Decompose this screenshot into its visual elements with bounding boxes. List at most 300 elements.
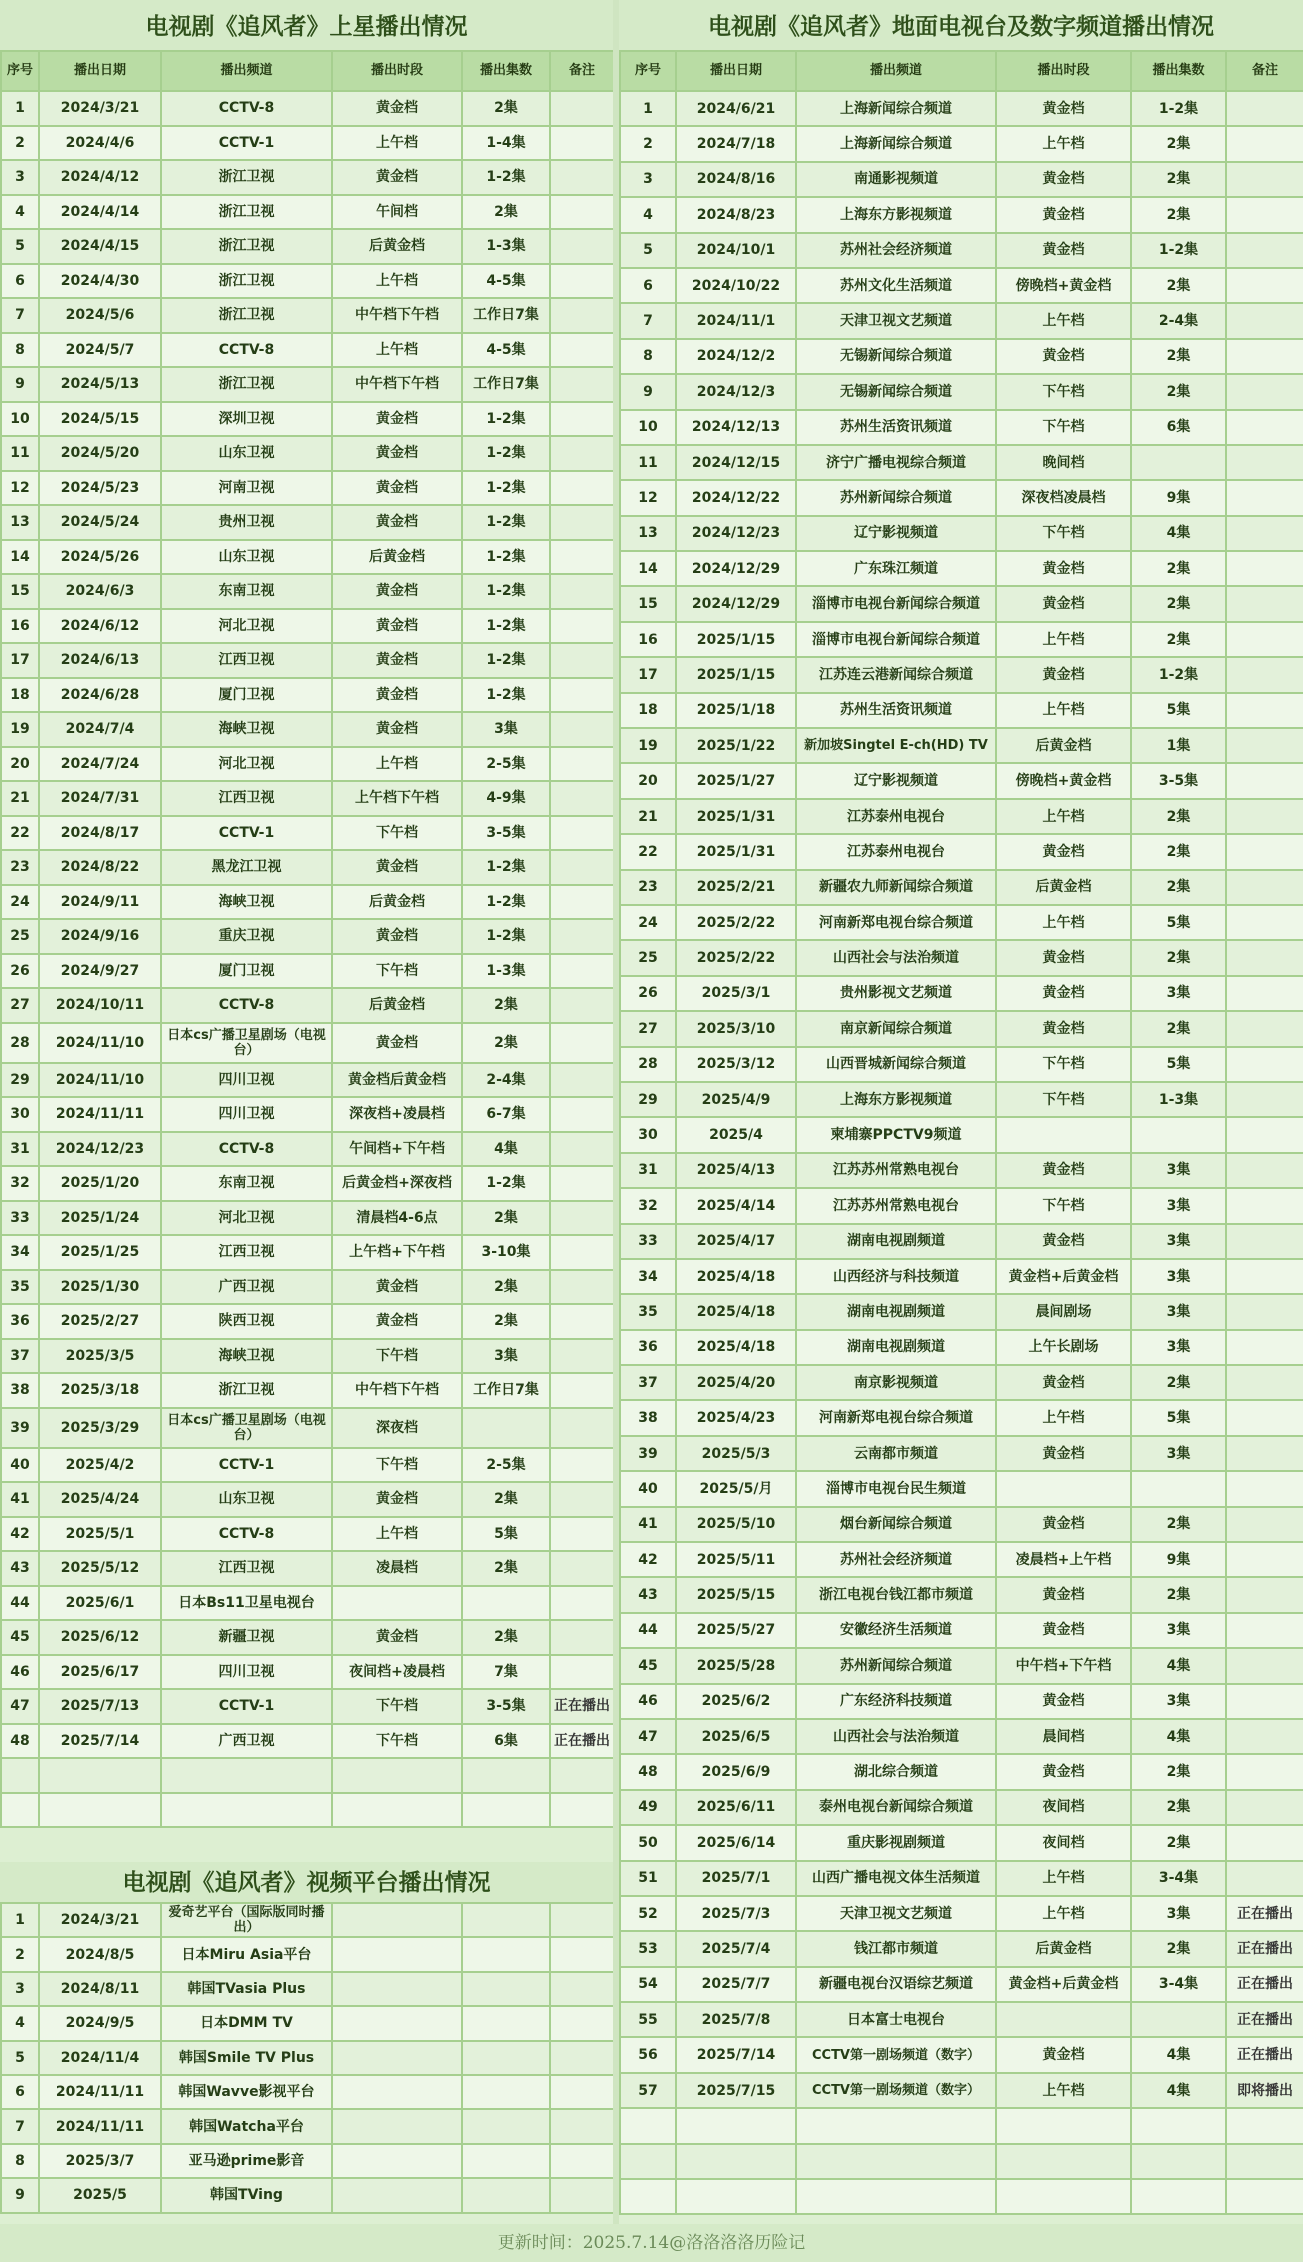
cell-slot <box>332 1903 462 1937</box>
cell-slot: 夜间档+凌晨档 <box>332 1655 462 1690</box>
cell-date: 2024/12/23 <box>676 516 796 551</box>
header-eps: 播出集数 <box>462 51 550 91</box>
cell-no: 19 <box>1 712 39 747</box>
cell-channel: 新疆卫视 <box>161 1620 332 1655</box>
cell-channel: 山东卫视 <box>161 436 332 471</box>
cell-slot: 黄金档 <box>996 1507 1131 1542</box>
cell-eps: 2集 <box>462 988 550 1023</box>
cell-no: 35 <box>620 1294 676 1329</box>
table-row <box>620 834 1303 869</box>
cell-channel: 山西经济与科技频道 <box>796 1259 996 1294</box>
cell-slot <box>332 1586 462 1621</box>
cell-channel: 广东经济科技频道 <box>796 1684 996 1719</box>
cell-slot: 下午档 <box>332 954 462 989</box>
cell-note <box>550 1166 614 1201</box>
cell-channel: CCTV-8 <box>161 1517 332 1552</box>
cell-eps: 4-5集 <box>462 333 550 368</box>
cell-no: 55 <box>620 2002 676 2037</box>
cell-slot: 黄金档 <box>332 678 462 713</box>
cell-channel: 广西卫视 <box>161 1270 332 1305</box>
cell-note <box>1226 1082 1303 1117</box>
cell-slot <box>332 2041 462 2075</box>
cell-date: 2025/5/10 <box>676 1507 796 1542</box>
cell-eps: 3集 <box>462 712 550 747</box>
cell-slot <box>332 2075 462 2109</box>
cell-no: 20 <box>620 763 676 798</box>
cell-slot: 下午档 <box>332 1689 462 1724</box>
cell-slot: 深夜档+凌晨档 <box>332 1097 462 1132</box>
cell-eps: 2集 <box>1131 197 1226 232</box>
cell-note <box>550 1620 614 1655</box>
cell-slot: 上午档 <box>996 693 1131 728</box>
cell-slot: 午间档 <box>332 195 462 230</box>
cell-no: 26 <box>620 976 676 1011</box>
cell-note <box>1226 976 1303 1011</box>
cell-no: 28 <box>1 1023 39 1063</box>
cell-channel <box>796 2179 996 2214</box>
cell-note <box>550 1972 614 2006</box>
table-row <box>620 1613 1303 1648</box>
cell-no: 13 <box>620 516 676 551</box>
cell-slot: 晨间剧场 <box>996 1294 1131 1329</box>
table-row <box>620 1471 1303 1506</box>
cell-date: 2024/6/28 <box>39 678 161 713</box>
cell-eps: 3集 <box>1131 1224 1226 1259</box>
table-row <box>1 643 614 678</box>
cell-channel: 湖南电视剧频道 <box>796 1294 996 1329</box>
cell-channel: 淄博市电视台新闻综合频道 <box>796 622 996 657</box>
cell-eps: 2集 <box>1131 1754 1226 1789</box>
cell-note <box>1226 799 1303 834</box>
cell-note <box>1226 586 1303 621</box>
cell-date: 2024/12/23 <box>39 1132 161 1167</box>
cell-note <box>1226 233 1303 268</box>
cell-channel: 淄博市电视台新闻综合频道 <box>796 586 996 621</box>
cell-no: 38 <box>1 1373 39 1408</box>
cell-channel: 新疆农九师新闻综合频道 <box>796 870 996 905</box>
table-row <box>1 195 614 230</box>
header-note: 备注 <box>550 51 614 91</box>
cell-no: 29 <box>620 1082 676 1117</box>
cell-slot: 上午档+下午档 <box>332 1235 462 1270</box>
cell-no: 7 <box>1 298 39 333</box>
cell-channel: 四川卫视 <box>161 1655 332 1690</box>
cell-note <box>550 1408 614 1448</box>
cell-no: 29 <box>1 1063 39 1098</box>
table-row <box>1 2075 614 2109</box>
cell-eps: 4-9集 <box>462 781 550 816</box>
cell-eps <box>462 1408 550 1448</box>
cell-channel: 江苏连云港新闻综合频道 <box>796 657 996 692</box>
cell-eps: 1-4集 <box>462 126 550 161</box>
cell-eps: 2-5集 <box>462 1448 550 1483</box>
cell-note <box>550 1937 614 1971</box>
right-sheet <box>619 0 1303 2224</box>
table-row <box>1 333 614 368</box>
cell-date <box>676 2179 796 2214</box>
cell-note <box>1226 834 1303 869</box>
cell-slot: 黄金档 <box>332 712 462 747</box>
cell-no: 4 <box>1 195 39 230</box>
cell-note <box>1226 1471 1303 1506</box>
cell-no: 2 <box>1 1937 39 1971</box>
cell-date: 2024/12/13 <box>676 410 796 445</box>
cell-note <box>1226 1365 1303 1400</box>
cell-date: 2025/4/18 <box>676 1259 796 1294</box>
table-row <box>620 940 1303 975</box>
cell-no: 46 <box>1 1655 39 1690</box>
table-row <box>620 870 1303 905</box>
cell-no: 23 <box>1 850 39 885</box>
table-row <box>1 505 614 540</box>
cell-no: 9 <box>1 367 39 402</box>
cell-slot: 黄金档 <box>996 976 1131 1011</box>
cell-slot: 黄金档 <box>332 850 462 885</box>
cell-date: 2025/1/15 <box>676 657 796 692</box>
table-row <box>1 574 614 609</box>
table-row <box>620 233 1303 268</box>
cell-eps: 2集 <box>1131 1931 1226 1966</box>
cell-no: 15 <box>620 586 676 621</box>
table-row <box>620 2037 1303 2072</box>
cell-date: 2024/9/5 <box>39 2006 161 2040</box>
table-row <box>1 436 614 471</box>
cell-slot: 黄金档 <box>996 339 1131 374</box>
cell-no: 24 <box>620 905 676 940</box>
cell-slot <box>996 2179 1131 2214</box>
cell-channel: 浙江卫视 <box>161 1373 332 1408</box>
table-row <box>1 402 614 437</box>
satellite-table <box>0 50 615 1828</box>
cell-no: 28 <box>620 1047 676 1082</box>
cell-slot: 清晨档4-6点 <box>332 1201 462 1236</box>
cell-date: 2024/6/13 <box>39 643 161 678</box>
cell-slot: 黄金档 <box>996 162 1131 197</box>
cell-slot: 黄金档 <box>332 91 462 126</box>
cell-slot: 上午档 <box>996 799 1131 834</box>
cell-channel: 苏州生活资讯频道 <box>796 410 996 445</box>
table-row <box>620 1542 1303 1577</box>
cell-date: 2025/7/3 <box>676 1896 796 1931</box>
cell-channel: 新加坡Singtel E-ch(HD) TV <box>796 728 996 763</box>
table-row <box>620 197 1303 232</box>
cell-note <box>1226 1153 1303 1188</box>
cell-no: 32 <box>1 1166 39 1201</box>
cell-eps: 2集 <box>1131 268 1226 303</box>
table-row <box>1 850 614 885</box>
cell-date: 2025/1/15 <box>676 622 796 657</box>
cell-eps: 1-3集 <box>462 229 550 264</box>
cell-no: 12 <box>1 471 39 506</box>
cell-note <box>550 850 614 885</box>
table-row <box>1 264 614 299</box>
cell-slot: 午间档+下午档 <box>332 1132 462 1167</box>
cell-channel: 苏州文化生活频道 <box>796 268 996 303</box>
cell-eps <box>462 2075 550 2109</box>
cell-date: 2025/4/24 <box>39 1482 161 1517</box>
cell-channel: CCTV第一剧场频道（数字） <box>796 2073 996 2108</box>
cell-eps: 2集 <box>462 1270 550 1305</box>
cell-channel: CCTV-1 <box>161 1689 332 1724</box>
cell-slot: 上午档 <box>332 126 462 161</box>
cell-slot: 上午档下午档 <box>332 781 462 816</box>
cell-no: 41 <box>620 1507 676 1542</box>
table-row <box>1 540 614 575</box>
cell-date: 2025/4/20 <box>676 1365 796 1400</box>
cell-note <box>1226 197 1303 232</box>
header-date: 播出日期 <box>39 51 161 91</box>
cell-note <box>550 2041 614 2075</box>
table-row <box>620 1967 1303 2002</box>
cell-note <box>550 367 614 402</box>
cell-eps: 2集 <box>1131 1577 1226 1612</box>
cell-slot: 上午档 <box>332 264 462 299</box>
cell-channel: 云南都市频道 <box>796 1436 996 1471</box>
cell-channel: 浙江电视台钱江都市频道 <box>796 1577 996 1612</box>
table-row <box>620 1790 1303 1825</box>
cell-no <box>620 2144 676 2179</box>
cell-channel: 厦门卫视 <box>161 954 332 989</box>
cell-note <box>550 160 614 195</box>
cell-no: 1 <box>1 1903 39 1937</box>
cell-date: 2025/6/2 <box>676 1684 796 1719</box>
cell-date: 2025/7/14 <box>676 2037 796 2072</box>
cell-slot: 夜间档 <box>996 1790 1131 1825</box>
cell-slot: 黄金档 <box>332 1270 462 1305</box>
cell-eps: 4-5集 <box>462 264 550 299</box>
table-row <box>620 91 1303 126</box>
cell-eps: 3-4集 <box>1131 1861 1226 1896</box>
cell-slot: 黄金档 <box>996 1436 1131 1471</box>
cell-slot: 上午档 <box>332 1517 462 1552</box>
cell-date: 2025/3/18 <box>39 1373 161 1408</box>
cell-eps: 4集 <box>1131 516 1226 551</box>
cell-channel: 山东卫视 <box>161 540 332 575</box>
cell-note <box>1226 1294 1303 1329</box>
cell-date: 2025/5/3 <box>676 1436 796 1471</box>
cell-no: 47 <box>620 1719 676 1754</box>
cell-slot: 黄金档 <box>996 586 1131 621</box>
cell-date: 2024/12/3 <box>676 374 796 409</box>
header-channel: 播出频道 <box>796 51 996 91</box>
cell-note <box>1226 445 1303 480</box>
cell-channel: 江苏泰州电视台 <box>796 834 996 869</box>
cell-eps: 1-2集 <box>462 436 550 471</box>
table-row <box>620 728 1303 763</box>
cell-eps <box>1131 2108 1226 2143</box>
table-row <box>620 1047 1303 1082</box>
cell-no <box>1 1758 39 1793</box>
table-row <box>620 1259 1303 1294</box>
cell-note <box>1226 1648 1303 1683</box>
cell-date: 2025/5/12 <box>39 1551 161 1586</box>
cell-no: 40 <box>1 1448 39 1483</box>
cell-note <box>550 712 614 747</box>
cell-no: 54 <box>620 1967 676 2002</box>
cell-note <box>550 1270 614 1305</box>
update-footer: 更新时间：2025.7.14@洛洛洛洛历险记 <box>0 2224 1303 2262</box>
cell-note <box>550 1551 614 1586</box>
cell-channel: 河南卫视 <box>161 471 332 506</box>
cell-channel: 无锡新闻综合频道 <box>796 339 996 374</box>
cell-slot: 上午长剧场 <box>996 1330 1131 1365</box>
cell-channel: 韩国Wavve影视平台 <box>161 2075 332 2109</box>
cell-slot: 后黄金档 <box>332 885 462 920</box>
cell-slot: 黄金档 <box>332 574 462 609</box>
cell-date: 2024/11/1 <box>676 303 796 338</box>
cell-channel: 日本Miru Asia平台 <box>161 1937 332 1971</box>
table-row <box>1 1063 614 1098</box>
cell-slot: 后黄金档+深夜档 <box>332 1166 462 1201</box>
video-title: 电视剧《追风者》视频平台播出情况 <box>0 1862 613 1902</box>
cell-note <box>550 505 614 540</box>
cell-eps <box>462 2144 550 2178</box>
cell-slot: 黄金档 <box>996 1011 1131 1046</box>
cell-slot <box>996 2002 1131 2037</box>
cell-channel: 浙江卫视 <box>161 160 332 195</box>
cell-date: 2025/4/17 <box>676 1224 796 1259</box>
cell-channel: 亚马逊prime影音 <box>161 2144 332 2178</box>
cell-channel <box>796 2144 996 2179</box>
cell-date: 2024/5/24 <box>39 505 161 540</box>
table-row <box>620 763 1303 798</box>
cell-no: 10 <box>1 402 39 437</box>
ground-header-row <box>620 51 1303 91</box>
cell-channel: 爱奇艺平台（国际版同时播出） <box>161 1903 332 1937</box>
cell-date: 2025/7/15 <box>676 2073 796 2108</box>
cell-eps: 1-2集 <box>462 850 550 885</box>
cell-channel: 日本DMM TV <box>161 2006 332 2040</box>
cell-eps: 1-3集 <box>1131 1082 1226 1117</box>
table-row <box>1 160 614 195</box>
cell-eps: 5集 <box>1131 693 1226 728</box>
cell-eps: 2集 <box>462 1201 550 1236</box>
cell-eps <box>462 1937 550 1971</box>
cell-note <box>550 2109 614 2143</box>
cell-channel: 山西晋城新闻综合频道 <box>796 1047 996 1082</box>
cell-channel: 湖北综合频道 <box>796 1754 996 1789</box>
cell-eps: 2集 <box>1131 1507 1226 1542</box>
cell-note <box>550 1793 614 1828</box>
table-row <box>620 303 1303 338</box>
cell-channel: 江西卫视 <box>161 1235 332 1270</box>
cell-channel: 海峡卫视 <box>161 712 332 747</box>
cell-channel: 烟台新闻综合频道 <box>796 1507 996 1542</box>
cell-no: 21 <box>620 799 676 834</box>
cell-channel: CCTV-1 <box>161 126 332 161</box>
cell-note <box>550 1758 614 1793</box>
cell-eps <box>1131 2144 1226 2179</box>
cell-slot: 黄金档 <box>332 402 462 437</box>
cell-no: 43 <box>620 1577 676 1612</box>
cell-no: 1 <box>620 91 676 126</box>
cell-eps: 2集 <box>1131 834 1226 869</box>
cell-no: 38 <box>620 1400 676 1435</box>
cell-date: 2025/1/20 <box>39 1166 161 1201</box>
cell-eps: 1-2集 <box>462 609 550 644</box>
cell-slot: 黄金档 <box>996 1153 1131 1188</box>
cell-slot: 下午档 <box>996 1047 1131 1082</box>
cell-no: 5 <box>1 229 39 264</box>
cell-no: 33 <box>620 1224 676 1259</box>
table-row <box>620 1294 1303 1329</box>
cell-slot: 黄金档 <box>996 1224 1131 1259</box>
table-row <box>620 480 1303 515</box>
cell-eps: 3集 <box>1131 1294 1226 1329</box>
cell-channel: CCTV-8 <box>161 988 332 1023</box>
cell-date: 2024/11/11 <box>39 2075 161 2109</box>
cell-date: 2024/3/21 <box>39 1903 161 1937</box>
cell-note <box>1226 1259 1303 1294</box>
cell-date: 2024/9/27 <box>39 954 161 989</box>
cell-no: 14 <box>1 540 39 575</box>
cell-eps <box>462 1586 550 1621</box>
cell-date <box>39 1758 161 1793</box>
cell-note <box>1226 268 1303 303</box>
cell-date: 2025/6/11 <box>676 1790 796 1825</box>
cell-no: 2 <box>1 126 39 161</box>
cell-note <box>1226 1330 1303 1365</box>
cell-eps: 2集 <box>1131 1011 1226 1046</box>
cell-no: 39 <box>1 1408 39 1448</box>
cell-eps: 2集 <box>1131 940 1226 975</box>
cell-date: 2025/2/22 <box>676 940 796 975</box>
table-row <box>620 339 1303 374</box>
cell-eps <box>462 2178 550 2212</box>
table-row <box>1 91 614 126</box>
cell-eps <box>462 2109 550 2143</box>
cell-slot: 晨间档 <box>996 1719 1131 1754</box>
cell-eps: 2集 <box>462 1482 550 1517</box>
cell-note <box>1226 480 1303 515</box>
cell-date: 2025/1/18 <box>676 693 796 728</box>
cell-note <box>1226 1047 1303 1082</box>
cell-no: 11 <box>1 436 39 471</box>
cell-no: 48 <box>1 1724 39 1759</box>
cell-slot: 黄金档 <box>332 1620 462 1655</box>
cell-no: 18 <box>1 678 39 713</box>
cell-channel: 山西社会与法治频道 <box>796 1719 996 1754</box>
table-row <box>1 1972 614 2006</box>
cell-slot: 后黄金档 <box>996 870 1131 905</box>
cell-channel: 泰州电视台新闻综合频道 <box>796 1790 996 1825</box>
cell-date: 2024/11/10 <box>39 1023 161 1063</box>
cell-eps <box>1131 2002 1226 2037</box>
cell-date: 2024/12/29 <box>676 551 796 586</box>
table-row <box>1 1166 614 1201</box>
cell-channel: 济宁广播电视综合频道 <box>796 445 996 480</box>
cell-note <box>1226 126 1303 161</box>
cell-date: 2024/11/4 <box>39 2041 161 2075</box>
cell-channel: 韩国TVing <box>161 2178 332 2212</box>
cell-channel <box>796 2108 996 2143</box>
cell-channel: 山西社会与法治频道 <box>796 940 996 975</box>
table-row <box>1 747 614 782</box>
cell-note <box>550 609 614 644</box>
cell-note <box>550 678 614 713</box>
header-slot: 播出时段 <box>332 51 462 91</box>
table-row <box>1 816 614 851</box>
cell-slot: 上午档 <box>332 333 462 368</box>
cell-eps: 6-7集 <box>462 1097 550 1132</box>
cell-no: 6 <box>1 2075 39 2109</box>
cell-eps: 1-2集 <box>462 919 550 954</box>
cell-date: 2024/4/14 <box>39 195 161 230</box>
cell-channel: 浙江卫视 <box>161 229 332 264</box>
cell-eps: 4集 <box>1131 2073 1226 2108</box>
cell-no: 43 <box>1 1551 39 1586</box>
table-row <box>1 988 614 1023</box>
